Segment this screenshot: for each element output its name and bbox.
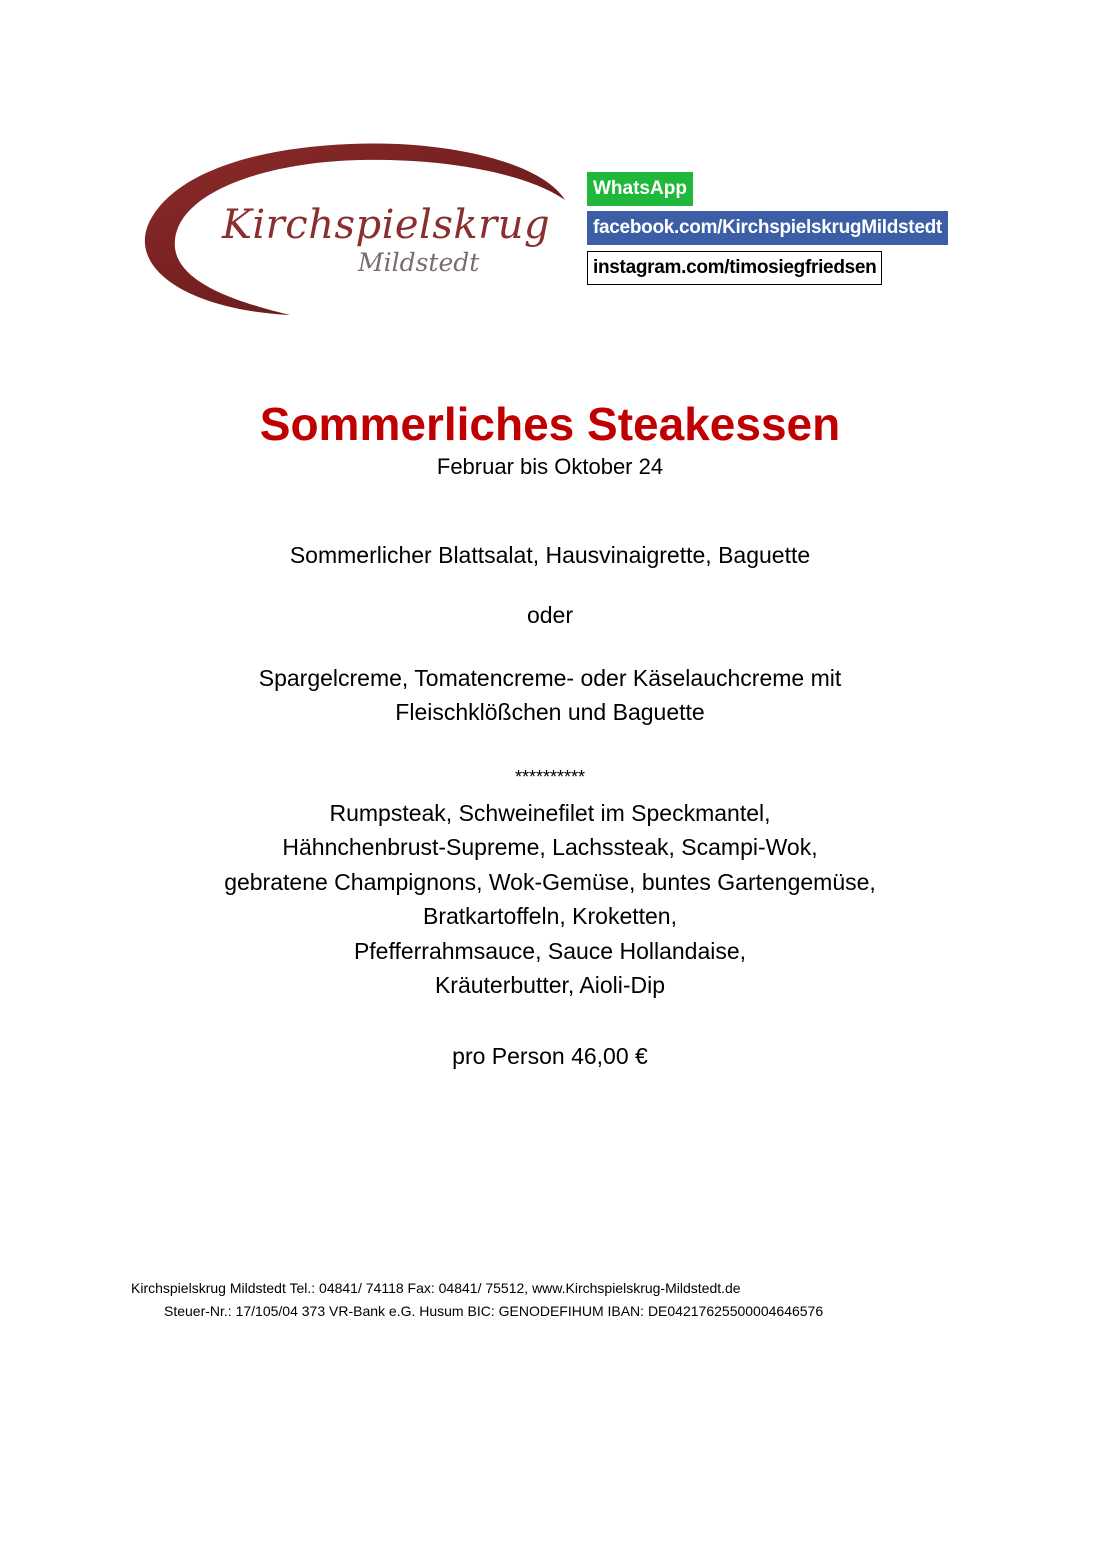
main-course-line: Hähnchenbrust-Supreme, Lachssteak, Scampi-Wok,	[282, 834, 818, 860]
menu-period: Februar bis Oktober 24	[436, 454, 664, 479]
logo-subtitle: Mildstedt	[358, 248, 480, 277]
starter-option-salad: Sommerlicher Blattsalat, Hausvinaigrette, Baguette	[289, 542, 811, 568]
facebook-link[interactable]: facebook.com/KirchspielskrugMildstedt	[587, 211, 948, 245]
main-course-line: Pfefferrahmsauce, Sauce Hollandaise,	[353, 938, 747, 964]
main-course-line: Bratkartoffeln, Kroketten,	[423, 903, 677, 929]
menu-title: Sommerliches Steakessen	[259, 398, 841, 450]
starter-option-soup-line-2: Fleischklößchen und Baguette	[395, 699, 705, 725]
course-separator: **********	[514, 767, 586, 787]
restaurant-logo	[140, 140, 570, 320]
instagram-link[interactable]: instagram.com/timosiegfriedsen	[587, 251, 882, 285]
main-course-line: Rumpsteak, Schweinefilet im Speckmantel,	[329, 800, 771, 826]
main-course-line: Kräuterbutter, Aioli-Dip	[434, 972, 666, 998]
main-course-line: gebratene Champignons, Wok-Gemüse, buntes Gartengemüse,	[224, 869, 876, 895]
footer-bank-details: Steuer-Nr.: 17/105/04 373 VR-Bank e.G. Husum BIC: GENODEFIHUM IBAN: DE04217625500004646576	[164, 1303, 824, 1319]
whatsapp-link[interactable]: WhatsApp	[587, 172, 693, 206]
starter-option-soup-line-1: Spargelcreme, Tomatencreme- oder Käselauchcreme mit	[258, 665, 842, 691]
logo-title: Kirchspielskrug	[222, 202, 551, 248]
separator-or: oder	[526, 602, 574, 628]
price-per-person: pro Person 46,00 €	[452, 1043, 648, 1069]
footer-contact: Kirchspielskrug Mildstedt Tel.: 04841/ 74118 Fax: 04841/ 75512, www.Kirchspielskrug-Mildstedt.de	[131, 1280, 741, 1296]
